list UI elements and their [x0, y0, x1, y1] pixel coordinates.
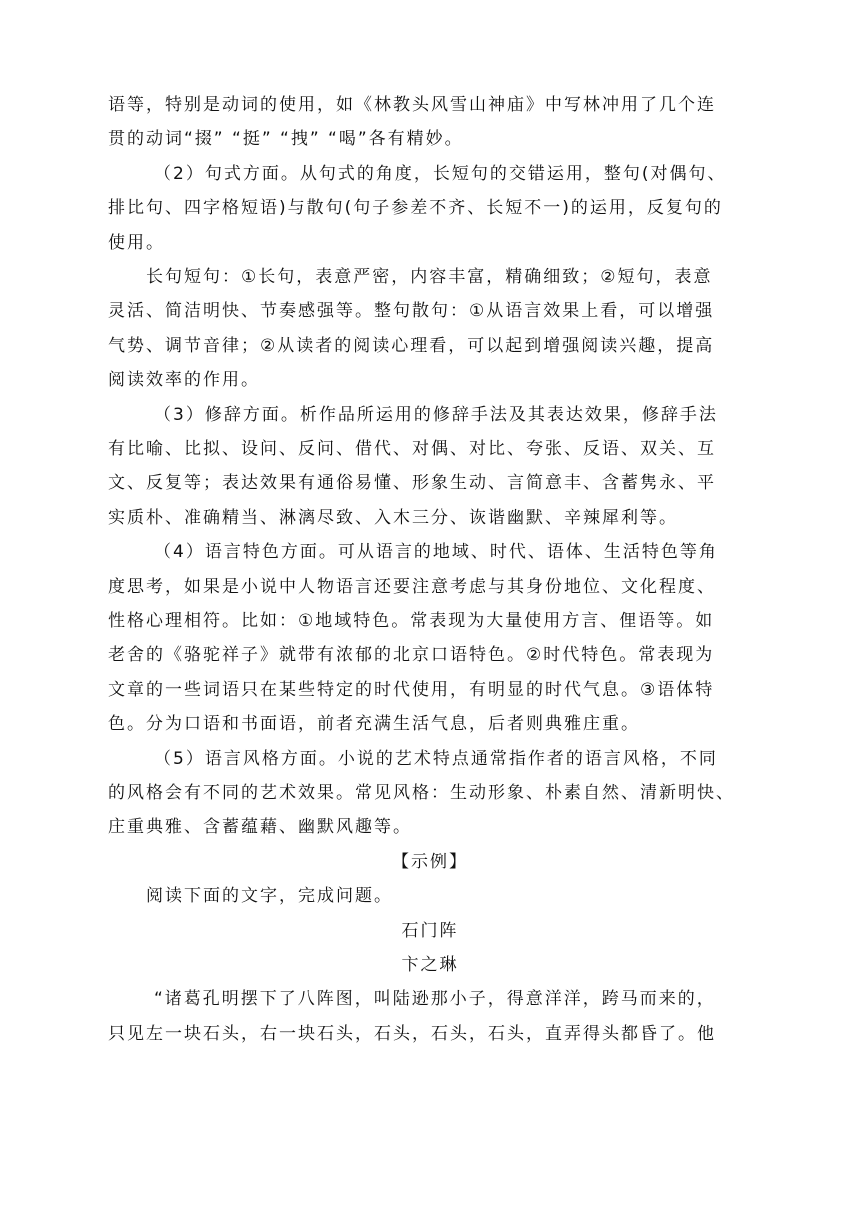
text-line: 实质朴、准确精当、淋漓尽致、入木三分、诙谐幽默、辛辣犀利等。	[108, 507, 678, 528]
text-line: 气势、调节音律；②从读者的阅读心理看，可以起到增强阅读兴趣，提高	[108, 335, 715, 356]
text-line: 使用。	[108, 232, 165, 253]
text-line: 色。分为口语和书面语，前者充满生活气息，后者则典雅庄重。	[108, 714, 640, 735]
text-line: 文章的一些词语只在某些特定的时代使用，有明显的时代气息。③语体特	[108, 679, 715, 700]
text-line: 语等，特别是动词的使用，如《林教头风雪山神庙》中写林冲用了几个连	[108, 95, 716, 115]
text-line: （2）句式方面。从句式的角度，长短句的交错运用，整句(对偶句、	[154, 163, 727, 184]
text-line: 排比句、四字格短语)与散句(句子参差不齐、长短不一)的运用，反复句的	[108, 198, 723, 219]
text-line: 老舍的《骆驼祥子》就带有浓郁的北京口语特色。②时代特色。常表现为	[108, 645, 715, 666]
text-line: （5）语言风格方面。小说的艺术特点通常指作者的语言风格，不同	[154, 748, 718, 769]
text-line: 度思考，如果是小说中人物语言还要注意考虑与其身份地位、文化程度、	[108, 576, 716, 597]
text-line: 【示例】	[392, 851, 468, 872]
text-line: （4）语言特色方面。可从语言的地域、时代、语体、生活特色等角	[154, 542, 718, 563]
text-line: 卞之琳	[401, 955, 459, 975]
text-line: （3）修辞方面。析作品所运用的修辞手法及其表达效果，修辞手法	[154, 404, 718, 425]
text-line: 只见左一块石头，右一块石头，石头，石头，石头，直弄得头都昏了。他	[108, 1023, 716, 1044]
text-line: 灵活、简洁明快、节奏感强等。整句散句：①从语言效果上看，可以增强	[108, 301, 715, 322]
text-line: 庄重典雅、含蓄蕴藉、幽默风趣等。	[108, 817, 412, 838]
text-line: 的风格会有不同的艺术效果。常见风格：生动形象、朴素自然、清新明快、	[108, 783, 735, 803]
text-line: 阅读下面的文字，完成问题。	[146, 886, 393, 907]
text-line: 贯的动词“掇” “挺” “拽” “喝”各有精妙。	[108, 129, 464, 150]
text-line: “诸葛孔明摆下了八阵图，叫陆逊那小子，得意洋洋，跨马而来的，	[154, 989, 716, 1010]
text-line: 石门阵	[401, 920, 459, 941]
text-line: 文、反复等；表达效果有通俗易懂、形象生动、言简意丰、含蓄隽永、平	[108, 473, 716, 494]
text-line: 有比喻、比拟、设问、反问、借代、对偶、对比、夸张、反语、双关、互	[108, 439, 716, 459]
text-line: 阅读效率的作用。	[108, 370, 260, 391]
text-line: 长句短句：①长句，表意严密，内容丰富，精确细致；②短句，表意	[146, 267, 713, 287]
text-line: 性格心理相符。比如：①地域特色。常表现为大量使用方言、俚语等。如	[108, 611, 715, 631]
